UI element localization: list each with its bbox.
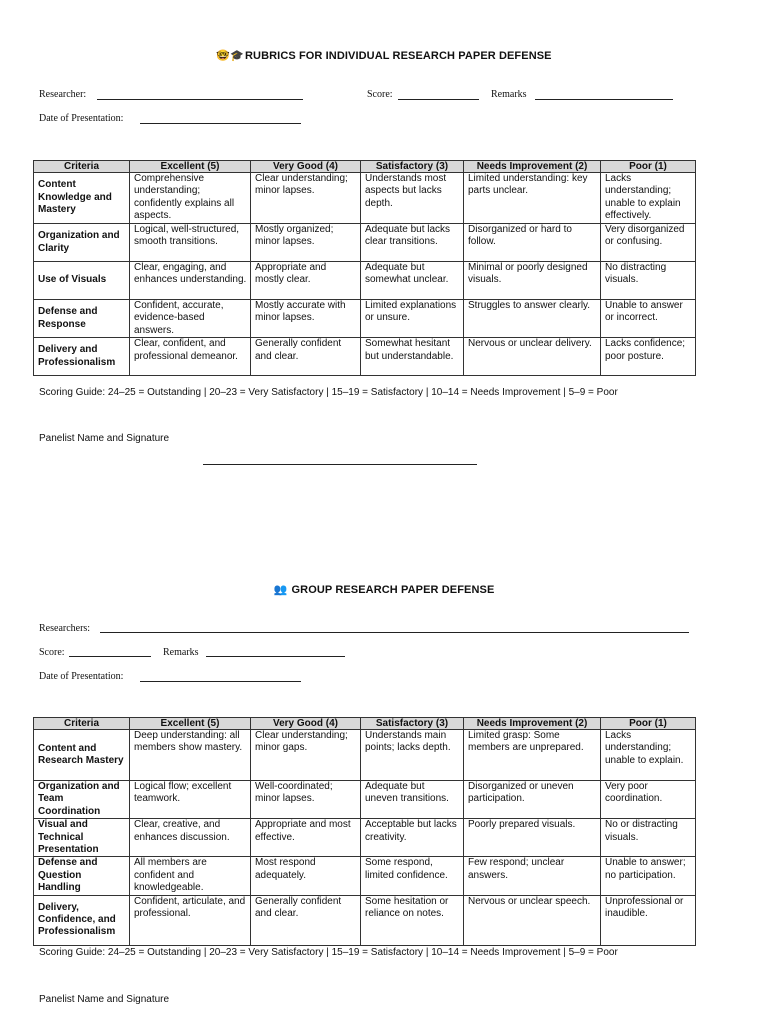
column-header: Satisfactory (3) <box>361 718 464 730</box>
group-date-label: Date of Presentation: <box>39 671 124 682</box>
column-header: Very Good (4) <box>251 161 361 173</box>
column-header: Excellent (5) <box>130 161 251 173</box>
individual-panelist-label: Panelist Name and Signature <box>39 433 170 444</box>
table-row <box>34 300 696 338</box>
table-cell: No or distracting visuals. <box>601 819 696 857</box>
table-row <box>34 730 696 781</box>
table-cell: Unable to answer; no participation. <box>601 857 696 895</box>
table-row <box>34 857 696 895</box>
table-cell: Some respond, limited confidence. <box>361 857 464 895</box>
table-row <box>34 262 696 300</box>
criteria-cell: Defense and Response <box>34 300 130 338</box>
table-cell: Adequate but lacks clear transitions. <box>361 224 464 262</box>
column-header: Criteria <box>34 161 130 173</box>
table-cell: Understands main points; lacks depth. <box>361 730 464 781</box>
table-cell: Deep understanding: all members show mastery. <box>130 730 251 781</box>
individual-scoring-guide: Scoring Guide: 24–25 = Outstanding | 20–23 = Very Satisfactory | 15–19 = Satisfactory | 10–14 = Needs Improvement | 5–9 = Poor <box>39 387 618 398</box>
group-score-field[interactable] <box>69 656 151 657</box>
table-cell: Comprehensive understanding; confidently explains all aspects. <box>130 173 251 224</box>
date-label: Date of Presentation: <box>39 113 124 124</box>
criteria-cell: Organization and Team Coordination <box>34 781 130 819</box>
column-header: Very Good (4) <box>251 718 361 730</box>
table-cell: Adequate but somewhat unclear. <box>361 262 464 300</box>
nerd-graduation-icon: 🤓🎓 <box>216 50 244 62</box>
table-cell: Clear, confident, and professional demeanor. <box>130 338 251 376</box>
individual-title-text: RUBRICS FOR INDIVIDUAL RESEARCH PAPER DEFENSE <box>244 50 552 62</box>
table-cell: Clear understanding; minor gaps. <box>251 730 361 781</box>
table-cell: All members are confident and knowledgeable. <box>130 857 251 895</box>
table-cell: Limited grasp: Some members are unprepared. <box>464 730 601 781</box>
table-cell: Adequate but uneven transitions. <box>361 781 464 819</box>
table-cell: Logical, well-structured, smooth transitions. <box>130 224 251 262</box>
group-remarks-label: Remarks <box>163 647 199 658</box>
group-remarks-field[interactable] <box>206 656 345 657</box>
researcher-field[interactable] <box>97 99 303 100</box>
table-row <box>34 338 696 376</box>
table-cell: Lacks confidence; poor posture. <box>601 338 696 376</box>
table-cell: Poorly prepared visuals. <box>464 819 601 857</box>
table-header-row <box>34 718 696 730</box>
table-cell: Disorganized or uneven participation. <box>464 781 601 819</box>
column-header: Excellent (5) <box>130 718 251 730</box>
group-panelist-label: Panelist Name and Signature <box>39 994 170 1005</box>
table-row <box>34 781 696 819</box>
individual-rubric-table <box>33 160 696 376</box>
table-cell: Limited explanations or unsure. <box>361 300 464 338</box>
individual-title <box>0 49 768 62</box>
table-cell: Most respond adequately. <box>251 857 361 895</box>
column-header: Needs Improvement (2) <box>464 161 601 173</box>
table-cell: Lacks understanding; unable to explain. <box>601 730 696 781</box>
group-people-icon: 👥 <box>273 584 288 596</box>
remarks-field[interactable] <box>535 99 673 100</box>
column-header: Satisfactory (3) <box>361 161 464 173</box>
researchers-field[interactable] <box>100 632 689 633</box>
criteria-cell: Defense and Question Handling <box>34 857 130 895</box>
group-title <box>0 583 768 596</box>
criteria-cell: Organization and Clarity <box>34 224 130 262</box>
table-cell: Minimal or poorly designed visuals. <box>464 262 601 300</box>
table-cell: Acceptable but lacks creativity. <box>361 819 464 857</box>
table-cell: Mostly organized; minor lapses. <box>251 224 361 262</box>
table-cell: Disorganized or hard to follow. <box>464 224 601 262</box>
criteria-cell: Visual and Technical Presentation <box>34 819 130 857</box>
criteria-cell: Content and Research Mastery <box>34 730 130 781</box>
table-cell: Nervous or unclear speech. <box>464 895 601 945</box>
table-cell: Very disorganized or confusing. <box>601 224 696 262</box>
table-row <box>34 895 696 945</box>
criteria-cell: Delivery, Confidence, and Professionalism <box>34 895 130 945</box>
group-rubric-table <box>33 717 696 946</box>
criteria-cell: Content Knowledge and Mastery <box>34 173 130 224</box>
table-cell: No distracting visuals. <box>601 262 696 300</box>
table-cell: Mostly accurate with minor lapses. <box>251 300 361 338</box>
table-cell: Few respond; unclear answers. <box>464 857 601 895</box>
group-title-text: GROUP RESEARCH PAPER DEFENSE <box>291 584 495 596</box>
table-cell: Confident, articulate, and professional. <box>130 895 251 945</box>
table-cell: Clear understanding; minor lapses. <box>251 173 361 224</box>
table-cell: Limited understanding: key parts unclear. <box>464 173 601 224</box>
table-row <box>34 819 696 857</box>
group-date-field[interactable] <box>140 681 301 682</box>
group-scoring-guide: Scoring Guide: 24–25 = Outstanding | 20–23 = Very Satisfactory | 15–19 = Satisfactory | 10–14 = Needs Improvement | 5–9 = Poor <box>39 947 618 958</box>
table-row <box>34 224 696 262</box>
criteria-cell: Delivery and Professionalism <box>34 338 130 376</box>
criteria-cell: Use of Visuals <box>34 262 130 300</box>
table-cell: Nervous or unclear delivery. <box>464 338 601 376</box>
individual-signature-line[interactable] <box>203 464 477 465</box>
table-cell: Unprofessional or inaudible. <box>601 895 696 945</box>
score-field[interactable] <box>398 99 479 100</box>
table-cell: Clear, creative, and enhances discussion. <box>130 819 251 857</box>
table-cell: Struggles to answer clearly. <box>464 300 601 338</box>
table-cell: Generally confident and clear. <box>251 338 361 376</box>
group-score-label: Score: <box>39 647 65 658</box>
column-header: Poor (1) <box>601 718 696 730</box>
table-cell: Somewhat hesitant but understandable. <box>361 338 464 376</box>
table-cell: Confident, accurate, evidence-based answers. <box>130 300 251 338</box>
table-cell: Clear, engaging, and enhances understanding. <box>130 262 251 300</box>
table-cell: Appropriate and most effective. <box>251 819 361 857</box>
researchers-label: Researchers: <box>39 623 91 634</box>
column-header: Poor (1) <box>601 161 696 173</box>
table-cell: Lacks understanding; unable to explain effectively. <box>601 173 696 224</box>
table-cell: Unable to answer or incorrect. <box>601 300 696 338</box>
score-label: Score: <box>367 89 393 100</box>
table-cell: Appropriate and mostly clear. <box>251 262 361 300</box>
table-cell: Well-coordinated; minor lapses. <box>251 781 361 819</box>
table-header-row <box>34 161 696 173</box>
table-cell: Some hesitation or reliance on notes. <box>361 895 464 945</box>
table-cell: Generally confident and clear. <box>251 895 361 945</box>
table-cell: Logical flow; excellent teamwork. <box>130 781 251 819</box>
researcher-label: Researcher: <box>39 89 87 100</box>
table-row <box>34 173 696 224</box>
table-cell: Very poor coordination. <box>601 781 696 819</box>
remarks-label: Remarks <box>491 89 527 100</box>
table-cell: Understands most aspects but lacks depth. <box>361 173 464 224</box>
column-header: Needs Improvement (2) <box>464 718 601 730</box>
date-field[interactable] <box>140 123 301 124</box>
column-header: Criteria <box>34 718 130 730</box>
